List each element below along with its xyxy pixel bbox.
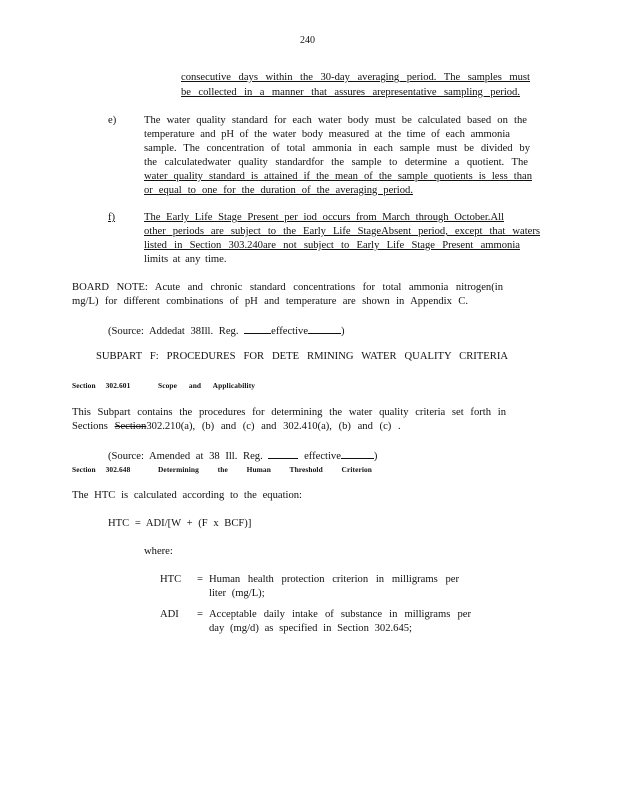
where-label: where: — [144, 546, 173, 557]
item-e-marker: e) — [108, 115, 117, 126]
sections-list: 302.210(a), (b) and (c) and 302.410(a), (b) and (c) . — [146, 421, 401, 432]
continued-line-1: consecutive days within the 30-day averaging period. The samples must — [181, 72, 530, 83]
source-1-suffix: ) — [341, 326, 345, 337]
item-e-line-1: The water quality standard for each water body must be calculated based on the — [144, 115, 527, 126]
definition-adi-line-2: day (mg/d) as specified in Section 302.645; — [209, 623, 412, 634]
subpart-heading: SUBPART F: PROCEDURES FOR DETE RMINING WATER QUALITY CRITERIA — [96, 351, 508, 362]
page-number: 240 — [300, 35, 315, 46]
item-f-marker: f) — [108, 212, 116, 223]
definition-term-adi: ADI — [160, 609, 179, 620]
section-648-title: Determining the Human Threshold Criterion — [158, 465, 372, 474]
subpart-text-line-1: This Subpart contains the procedures for determining the water quality criteria set forth in — [72, 407, 506, 418]
item-e-line-4: the calculatedwater quality standardfor the sample to determine a quotient. The — [144, 157, 528, 168]
source-note-2 — [108, 448, 377, 464]
source-2-prefix: (Source: Amended at 38 Ill. Reg. — [108, 451, 263, 462]
source-1-prefix: (Source: Addedat 38Ill. Reg. — [108, 326, 239, 337]
source-2-mid: effective — [304, 451, 341, 462]
section-648-number: Section 302.648 — [72, 465, 131, 474]
board-note-line-2: mg/L) for different combinations of pH and temperature are shown in Appendix C. — [72, 296, 468, 307]
source-2-suffix: ) — [373, 451, 378, 462]
item-e-line-6: or equal to one for the duration of the averaging period. — [144, 185, 413, 196]
definition-term-htc: HTC — [160, 574, 182, 585]
item-f-line-4: limits at any time. — [144, 254, 227, 265]
item-f-line-1: The Early Life Stage Present per iod occurs from March through October.All — [144, 212, 504, 223]
source-1-mid: effective — [271, 326, 309, 337]
item-f-line-2: other periods are subject to the Early Life StageAbsent period, except that waters — [144, 226, 540, 237]
section-struck-word: Section — [114, 421, 147, 432]
source-note-1 — [108, 323, 345, 339]
definition-eq-htc: = — [197, 574, 203, 585]
htc-intro: The HTC is calculated according to the equation: — [72, 490, 302, 501]
section-601-number: Section 302.601 — [72, 381, 131, 390]
section-601-title: Scope and Applicability — [158, 381, 256, 390]
sections-word: Sections — [72, 421, 108, 432]
item-f-line-3: listed in Section 303.240are not subject to Early Life Stage Present ammonia — [144, 240, 520, 251]
subpart-text-line-2 — [72, 420, 401, 434]
definition-eq-adi: = — [197, 609, 203, 620]
definition-htc-line-2: liter (mg/L); — [209, 588, 265, 599]
definition-adi-line-1: Acceptable daily intake of substance in milligrams per — [209, 609, 471, 620]
definition-htc-line-1: Human health protection criterion in milligrams per — [209, 574, 459, 585]
board-note-line-1: BOARD NOTE: Acute and chronic standard concentrations for total ammonia nitrogen(in — [72, 282, 503, 293]
htc-equation: HTC = ADI/[W + (F x BCF)] — [108, 518, 252, 529]
continued-line-2: be collected in a manner that assures arepresentative sampling period. — [181, 87, 520, 98]
item-e-line-3: sample. The concentration of total ammonia in each sample must be divided by — [144, 143, 530, 154]
item-e-line-2: temperature and pH of the water body measured at the time of each ammonia — [144, 129, 510, 140]
item-e-line-5: water quality standard is attained if the mean of the sample quotients is less than — [144, 171, 532, 182]
